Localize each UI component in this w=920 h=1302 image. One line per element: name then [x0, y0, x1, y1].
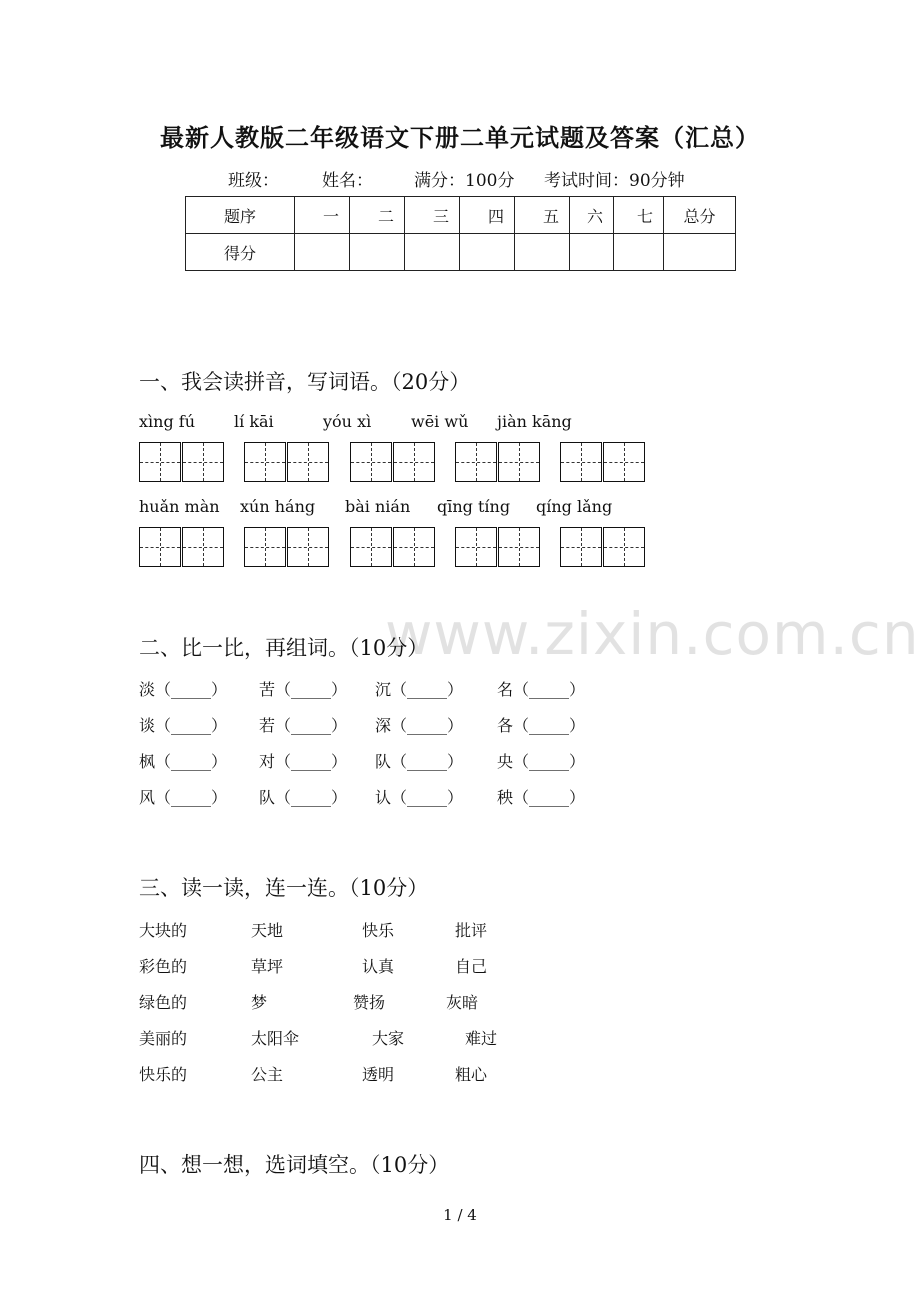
section2-heading: 二、比一比，再组词。（10分） [139, 636, 429, 660]
compare-item: 央（_____） [497, 752, 586, 771]
writing-grid [139, 527, 225, 567]
writing-grid [560, 527, 646, 567]
score-table-header: 二 [350, 197, 405, 234]
pinyin-label: huǎn màn [139, 497, 220, 516]
writing-grid [244, 527, 330, 567]
match-word: 彩色的 [139, 957, 188, 976]
score-table-header: 四 [460, 197, 515, 234]
match-word: 自己 [455, 957, 488, 976]
page-title: 最新人教版二年级语文下册二单元试题及答案（汇总） [160, 123, 760, 152]
score-table-header: 总分 [664, 197, 736, 234]
score-table-header: 六 [570, 197, 614, 234]
section3-heading: 三、读一读，连一连。（10分） [139, 876, 429, 900]
match-word: 灰暗 [446, 993, 479, 1012]
score-table-header: 五 [515, 197, 570, 234]
writing-cell[interactable] [139, 442, 181, 482]
match-word: 粗心 [455, 1065, 488, 1084]
page-number: 1 / 4 [443, 1206, 477, 1224]
writing-cell[interactable] [393, 442, 435, 482]
match-word: 天地 [251, 921, 284, 940]
pinyin-label: qīng tíng [437, 497, 511, 516]
writing-cell[interactable] [287, 442, 329, 482]
pinyin-label: jiàn kāng [497, 412, 572, 431]
match-word: 公主 [251, 1065, 284, 1084]
score-table [185, 196, 736, 271]
score-table-header: 一 [295, 197, 350, 234]
match-word: 草坪 [251, 957, 284, 976]
name-label: 姓名： [322, 171, 373, 191]
writing-cell[interactable] [455, 442, 497, 482]
writing-grid [455, 527, 541, 567]
match-word: 快乐的 [139, 1065, 188, 1084]
section1-heading: 一、我会读拼音，写词语。（20分） [139, 370, 471, 394]
full-score-label: 满分：100分 [414, 171, 515, 191]
compare-item: 深（_____） [375, 716, 464, 735]
writing-cell[interactable] [244, 527, 286, 567]
match-word: 大家 [372, 1029, 405, 1048]
writing-cell[interactable] [244, 442, 286, 482]
pinyin-label: xún háng [240, 497, 316, 516]
match-word: 批评 [455, 921, 488, 940]
match-word: 赞扬 [353, 993, 386, 1012]
compare-item: 若（_____） [259, 716, 348, 735]
watermark: www.zixin.com.cn [385, 600, 920, 668]
writing-grid [350, 442, 436, 482]
score-cell[interactable] [570, 234, 614, 271]
compare-item: 各（_____） [497, 716, 586, 735]
match-word: 认真 [362, 957, 395, 976]
score-table-header: 三 [405, 197, 460, 234]
score-cell[interactable] [350, 234, 405, 271]
match-word: 快乐 [362, 921, 395, 940]
writing-grid [455, 442, 541, 482]
score-cell[interactable] [515, 234, 570, 271]
writing-cell[interactable] [350, 442, 392, 482]
writing-grid [139, 442, 225, 482]
pinyin-label: yóu xì [323, 412, 372, 431]
writing-cell[interactable] [287, 527, 329, 567]
compare-item: 对（_____） [259, 752, 348, 771]
score-row-label: 得分 [186, 234, 295, 271]
writing-grid [350, 527, 436, 567]
writing-cell[interactable] [498, 527, 540, 567]
compare-item: 苦（_____） [259, 680, 348, 699]
compare-item: 风（_____） [139, 788, 228, 807]
score-cell[interactable] [405, 234, 460, 271]
compare-item: 认（_____） [375, 788, 464, 807]
section4-heading: 四、想一想，选词填空。（10分） [139, 1153, 450, 1177]
writing-grid [244, 442, 330, 482]
match-word: 太阳伞 [251, 1029, 300, 1048]
compare-item: 秧（_____） [497, 788, 586, 807]
match-word: 大块的 [139, 921, 188, 940]
score-table-score-row [186, 234, 736, 271]
pinyin-label: xìng fú [139, 412, 195, 431]
writing-cell[interactable] [603, 442, 645, 482]
writing-cell[interactable] [498, 442, 540, 482]
writing-cell[interactable] [350, 527, 392, 567]
exam-time-label: 考试时间：90分钟 [544, 171, 685, 191]
score-table-header: 七 [614, 197, 664, 234]
compare-item: 谈（_____） [139, 716, 228, 735]
score-cell[interactable] [460, 234, 515, 271]
compare-item: 枫（_____） [139, 752, 228, 771]
score-cell[interactable] [614, 234, 664, 271]
compare-item: 名（_____） [497, 680, 586, 699]
writing-cell[interactable] [455, 527, 497, 567]
pinyin-label: lí kāi [234, 412, 274, 431]
compare-item: 队（_____） [259, 788, 348, 807]
writing-cell[interactable] [560, 527, 602, 567]
pinyin-label: wēi wǔ [411, 412, 469, 431]
writing-cell[interactable] [139, 527, 181, 567]
match-word: 透明 [362, 1065, 395, 1084]
writing-cell[interactable] [182, 442, 224, 482]
compare-item: 沉（_____） [375, 680, 464, 699]
compare-item: 淡（_____） [139, 680, 228, 699]
writing-grid [560, 442, 646, 482]
score-cell[interactable] [664, 234, 736, 271]
writing-cell[interactable] [560, 442, 602, 482]
writing-cell[interactable] [393, 527, 435, 567]
match-word: 梦 [251, 993, 268, 1012]
score-cell[interactable] [295, 234, 350, 271]
match-word: 美丽的 [139, 1029, 188, 1048]
pinyin-label: bài nián [345, 497, 411, 516]
match-word: 绿色的 [139, 993, 188, 1012]
class-label: 班级： [228, 171, 279, 191]
pinyin-label: qíng lǎng [536, 497, 613, 516]
writing-cell[interactable] [603, 527, 645, 567]
match-word: 难过 [465, 1029, 498, 1048]
writing-cell[interactable] [182, 527, 224, 567]
compare-item: 队（_____） [375, 752, 464, 771]
score-table-header-row [186, 197, 736, 234]
score-table-header: 题序 [186, 197, 295, 234]
